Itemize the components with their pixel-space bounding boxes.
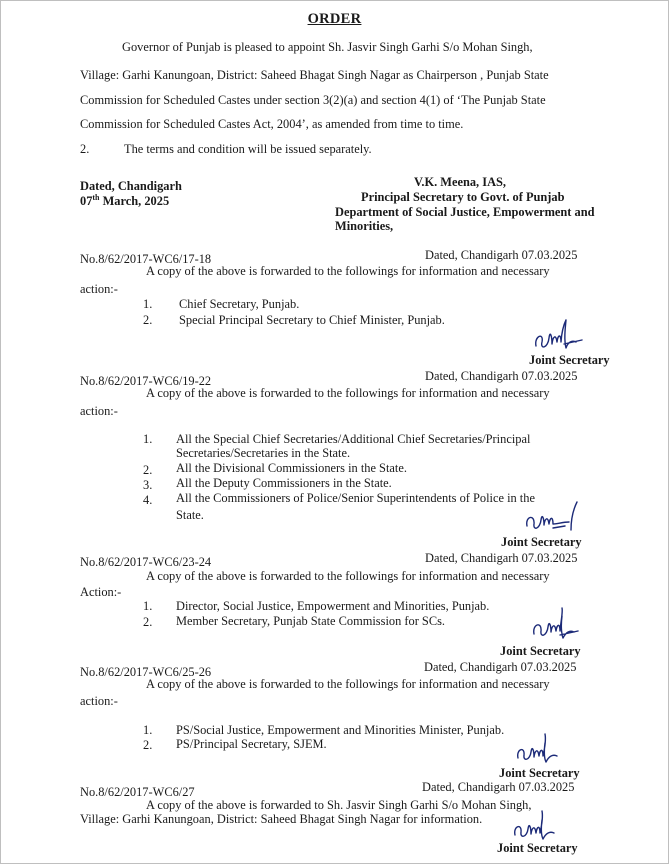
signature-mark — [512, 731, 568, 765]
endorsement-4-item-2-number: 2. — [143, 738, 153, 752]
endorsement-2-item-3-text: All the Deputy Commissioners in the State. — [176, 476, 392, 490]
endorsement-5-copy-line-1: A copy of the above is forwarded to Sh. Jasvir Singh Garhi S/o Mohan Singh, — [146, 798, 532, 812]
endorsement-2-dated: Dated, Chandigarh 07.03.2025 — [425, 369, 578, 383]
endorsement-2-item-1-line-2: Secretaries/Secretaries in the State. — [176, 446, 351, 460]
endorsement-2-copy-line-2: action:- — [80, 404, 118, 418]
endorsement-4-item-1-number: 1. — [143, 723, 153, 737]
order-para-line-4: Commission for Scheduled Castes Act, 2004’, as amended from time to time. — [80, 117, 464, 131]
endorsement-1-dated: Dated, Chandigarh 07.03.2025 — [425, 248, 578, 262]
endorsement-3-copy-line-1: A copy of the above is forwarded to the followings for information and necessary — [146, 569, 550, 583]
endorsement-4-dated: Dated, Chandigarh 07.03.2025 — [424, 660, 577, 674]
endorsement-2-item-2-number: 2. — [143, 463, 153, 477]
endorsement-3-copy-line-2: Action:- — [80, 585, 122, 599]
endorsement-4-signature-title: Joint Secretary — [499, 766, 580, 780]
dated-date: 07th March, 2025 — [80, 192, 170, 208]
signatory-department-line-2: Minorities, — [335, 219, 394, 233]
order-para-line-3: Commission for Scheduled Castes under section 3(2)(a) and section 4(1) of ‘The Punjab State — [80, 93, 546, 107]
endorsement-3-number: No.8/62/2017-WC6/23-24 — [80, 555, 212, 569]
signature-mark — [530, 318, 586, 352]
endorsement-2-item-4-line-2: State. — [176, 508, 204, 522]
endorsement-3-item-2-text: Member Secretary, Punjab State Commission for SCs. — [176, 614, 446, 628]
order-para-2-text: The terms and condition will be issued separately. — [124, 142, 372, 156]
endorsement-4-item-1-text: PS/Social Justice, Empowerment and Minorities Minister, Punjab. — [176, 723, 505, 737]
endorsement-3-item-1-text: Director, Social Justice, Empowerment and Minorities, Punjab. — [176, 599, 490, 613]
endorsement-3-dated: Dated, Chandigarh 07.03.2025 — [425, 551, 578, 565]
endorsement-2-item-1-number: 1. — [143, 432, 153, 446]
dated-place: Dated, Chandigarh — [80, 179, 182, 193]
endorsement-4-copy-line-1: A copy of the above is forwarded to the followings for information and necessary — [146, 677, 550, 691]
endorsement-1-item-2-number: 2. — [143, 313, 153, 327]
endorsement-4-copy-line-2: action:- — [80, 694, 118, 708]
signatory-designation: Principal Secretary to Govt. of Punjab — [361, 190, 565, 204]
endorsement-2-item-1-line-1: All the Special Chief Secretaries/Additional Chief Secretaries/Principal — [176, 432, 531, 446]
endorsement-1-copy-line-2: action:- — [80, 282, 118, 296]
endorsement-1-item-1-text: Chief Secretary, Punjab. — [179, 297, 300, 311]
endorsement-5-copy-line-2: Village: Garhi Kanungoan, District: Saheed Bhagat Singh Nagar for information. — [80, 812, 483, 826]
order-para-line-2: Village: Garhi Kanungoan, District: Saheed Bhagat Singh Nagar as Chairperson , Punjab State — [80, 68, 549, 82]
endorsement-3-item-2-number: 2. — [143, 615, 153, 629]
endorsement-3-item-1-number: 1. — [143, 599, 153, 613]
endorsement-5-number: No.8/62/2017-WC6/27 — [80, 785, 195, 799]
endorsement-1-signature-title: Joint Secretary — [529, 353, 610, 367]
endorsement-5-dated: Dated, Chandigarh 07.03.2025 — [422, 780, 575, 794]
endorsement-1-item-1-number: 1. — [143, 297, 153, 311]
order-para-2-number: 2. — [80, 142, 90, 156]
endorsement-1-number: No.8/62/2017-WC6/17-18 — [80, 252, 212, 266]
endorsement-2-item-4-number: 4. — [143, 493, 153, 507]
endorsement-2-item-2-text: All the Divisional Commissioners in the State. — [176, 461, 407, 475]
signature-mark — [510, 808, 566, 842]
endorsement-2-number: No.8/62/2017-WC6/19-22 — [80, 374, 212, 388]
endorsement-4-number: No.8/62/2017-WC6/25-26 — [80, 665, 212, 679]
endorsement-3-signature-title: Joint Secretary — [500, 644, 581, 658]
endorsement-5-signature-title: Joint Secretary — [497, 841, 578, 855]
endorsement-2-item-3-number: 3. — [143, 478, 153, 492]
signature-mark — [523, 500, 579, 534]
signatory-name: V.K. Meena, IAS, — [414, 175, 507, 189]
endorsement-2-copy-line-1: A copy of the above is forwarded to the followings for information and necessary — [146, 386, 550, 400]
signature-mark — [530, 606, 586, 640]
order-para-line-1: Governor of Punjab is pleased to appoint Sh. Jasvir Singh Garhi S/o Mohan Singh, — [122, 40, 533, 54]
endorsement-1-copy-line-1: A copy of the above is forwarded to the followings for information and necessary — [146, 264, 550, 278]
signatory-department-line-1: Department of Social Justice, Empowerment and — [335, 205, 595, 219]
endorsement-2-signature-title: Joint Secretary — [501, 535, 582, 549]
endorsement-1-item-2-text: Special Principal Secretary to Chief Minister, Punjab. — [179, 313, 445, 327]
order-title: ORDER — [307, 11, 362, 27]
endorsement-2-item-4-line-1: All the Commissioners of Police/Senior Superintendents of Police in the — [176, 491, 535, 505]
endorsement-4-item-2-text: PS/Principal Secretary, SJEM. — [176, 737, 327, 751]
